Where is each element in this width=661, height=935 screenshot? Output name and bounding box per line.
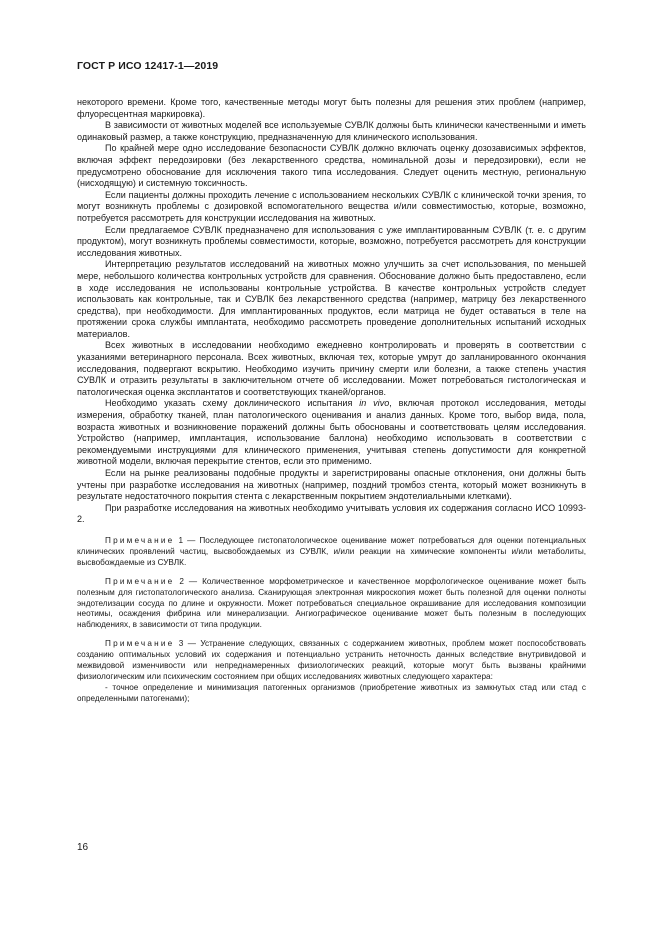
paragraph: В зависимости от животных моделей все используемые СУВЛК должны быть клинически качественными и иметь одинаковый размер, а также конструкцию, предназначенную для клинического использования.: [77, 120, 586, 142]
paragraph: При разработке исследования на животных необходимо учитывать условия их содержания согласно ИСО 10993-2.: [77, 502, 586, 525]
document-header: ГОСТ Р ИСО 12417-1—2019: [77, 60, 219, 72]
note-label: Примечание: [105, 639, 175, 649]
note-label: Примечание: [105, 535, 175, 545]
note-3: [77, 639, 586, 683]
paragraph-in-vivo: [77, 398, 586, 468]
note-text: Количественное морфометрическое и качественное морфологическое оценивание может быть полезным для гистопатологического анализа. Сканирующая электронная микроскопия может быть полезной для оценки полноты эндотелизации сосуда по длине и окружности. Может потребоваться специальное окрашивание для исследования композиции неотимы, осаждения фибрина или минерализации. Ангиографическое оценивание может быть полезным в последующих наблюдениях, в зависимости от типа продукции.: [77, 576, 586, 630]
note-number: 1 —: [174, 535, 200, 545]
body-text: [77, 97, 586, 705]
notes-block: [77, 536, 586, 705]
paragraph: некоторого времени. Кроме того, качественные методы могут быть полезны для решения этих проблем (например, флуоресцентная маркировка).: [77, 97, 586, 119]
note-list-item: - точное определение и минимизация патогенных организмов (приобретение животных из замкнутых стад или стад с определенными патогенами);: [77, 682, 586, 703]
paragraph: Интерпретацию результатов исследований на животных можно улучшить за счет использования, по меньшей мере, небольшого количества контрольных устройств для сравнения. Обоснование должно быть предоставлено, если в ходе исследования не использованы контрольные устройства. В качестве контрольных устройств следует использовать как контрольные, так и СУВЛК без лекарственного средства (например, матрицу без лекарственного средства), при необходимости. Для имплантированных продуктов, если матрица не будет оставаться в теле на протяжении срока службы имплантата, необходимо рассмотреть проведение дополнительных испытаний исходных материалов.: [77, 259, 586, 339]
paragraph: Если на рынке реализованы подобные продукты и зарегистрированы опасные отклонения, они должны быть учтены при разработке исследования на животных (например, поздний тромбоз стента, который может возникнуть в результате недостаточного покрытия стента с лекарственным покрытием эндотелиальными клетками).: [77, 468, 586, 502]
note-number: 3 —: [174, 639, 201, 649]
note-2: [77, 577, 586, 632]
paragraph-part: , включая протокол исследования, методы измерения, обработку тканей, план патологического оценивания и анализ данных. Кроме того, выбор вида, пола, возраста животных и возникновение поражений должны быть обоснованы и соответствовать целям исследования. Устройство (например, имплантация, использование баллона) необходимо использовать в соответствии с рекомендуемыми инструкциями для клинического применения, учитывая степень допустимости для конкретной животной модели, включая перекрытие стентов, если это применимо.: [77, 398, 586, 467]
paragraph: Если предлагаемое СУВЛК предназначено для использования с уже имплантированным СУВЛК (т. е. с другим продуктом), могут возникнуть проблемы совместимости, которые, возможно, потребуется рассмотреть для конструкции исследования животных.: [77, 224, 586, 258]
note-text: Последующее гистопатологическое оценивание может потребоваться для оценки потенциальных клинических проявлений частиц, высвобождаемых из СУВЛК, и/или реакции на химические компоненты и/или метаболиты, высвобождаемые из СУВЛК.: [77, 535, 586, 567]
note-label: Примечание: [105, 576, 175, 586]
italic-term: in vivo: [359, 398, 390, 409]
paragraph: Всех животных в исследовании необходимо ежедневно контролировать и проверять в соответствии с указаниями ветеринарного персонала. Всех животных, включая тех, которые умрут до запланированного окончания исследования, подвергают вскрытию. Необходимо изучить причину смерти или болезни, а также степень участия СУВЛК и отразить результаты в заключительном отчете об исследовании. Может потребоваться гистологическая и патологическая оценка эксплантатов и соответствующих тканей/органов.: [77, 340, 586, 397]
note-number: 2 —: [174, 576, 203, 586]
paragraph: По крайней мере одно исследование безопасности СУВЛК должно включать оценку дозозависимых эффектов, включая эффект передозировки (без лекарственного средства, номинальной дозы и передозировки), если не предусмотрено обоснование для исключения такого типа исследования. Следует оценить местную, региональную (нисходящую) и системную токсичность.: [77, 143, 586, 189]
note-1: [77, 536, 586, 569]
paragraph-part: Необходимо указать схему доклинического испытания: [105, 398, 360, 409]
paragraph: Если пациенты должны проходить лечение с использованием нескольких СУВЛК с клинической точки зрения, то могут возникнуть проблемы с дозировкой вспомогательного вещества и/или совместимостью, которые, возможно, потребуется рассмотреть для конструкции исследования на животных.: [77, 189, 586, 223]
note-text: Устранение следующих, связанных с содержанием животных, проблем может поспособствовать созданию оптимальных условий их содержания и потенциально устранить неточность данных вследствие внутривидовой и межвидовой изменчивости или непреднамеренных физиологических реакций, которые могут быть вызваны крайними физиологическим или психическим состоянием при общих исследованиях животных следующего характера:: [77, 639, 586, 681]
page-number: 16: [77, 842, 89, 853]
